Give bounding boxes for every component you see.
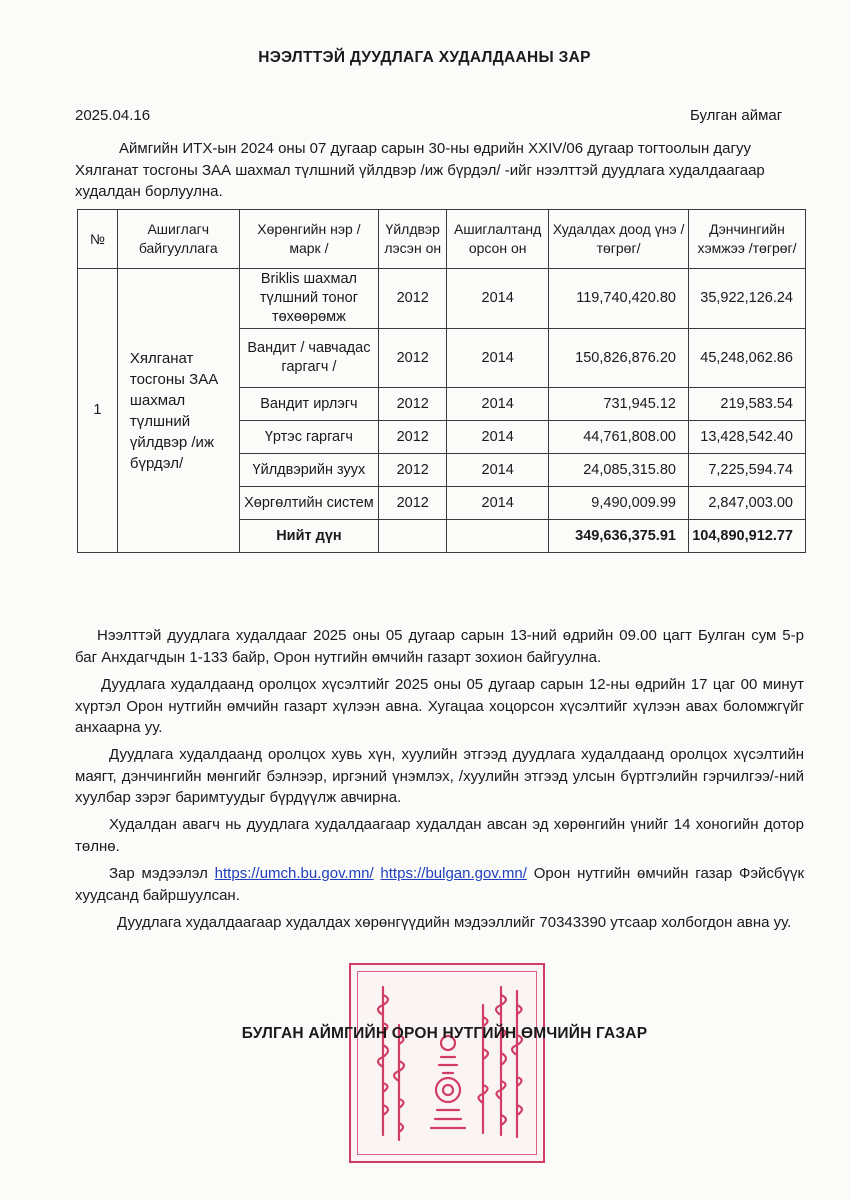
header-used-year: Ашиглалтанд орсон он [447, 210, 549, 269]
paragraph-required-documents: Дуудлага худалдаанд оролцох хувь хүн, хуулийн этгээд дуудлага худалдаанд оролцох хүсэлтийн маягт, дэнчингийн мөнгийг бэлнээр, иргэний үнэмлэх, /хуулийн этгээд улсын бүртгэлийн гэрчилгээ/-ний хуулбар зэрэг баримтуудыг бүрдүүлж авчирна. [75, 746, 804, 806]
made-year: 2012 [379, 487, 447, 520]
header-deposit: Дэнчингийн хэмжээ /төгрөг/ [688, 210, 805, 269]
made-year: 2012 [379, 454, 447, 487]
deposit: 45,248,062.86 [688, 329, 805, 388]
min-price: 119,740,420.80 [549, 269, 689, 329]
org-name: Хялганат тосгоны ЗАА шахмал түлшний үйлдвэр /иж бүрдэл/ [117, 269, 239, 553]
total-used-empty [447, 520, 549, 553]
header-org: Ашиглагч байгууллага [117, 210, 239, 269]
used-year: 2014 [447, 454, 549, 487]
asset-name: Вандит ирлэгч [239, 388, 379, 421]
signature-organization: БУЛГАН АЙМГИЙН ОРОН НУТГИЙН ӨМЧИЙН ГАЗАР [241, 1025, 648, 1042]
auction-table [77, 209, 806, 553]
asset-name: Вандит / чавчадас гаргагч / [239, 329, 379, 388]
intro-paragraph: Аймгийн ИТХ-ын 2024 оны 07 дугаар сарын 30-ны өдрийн XXIV/06 дугаар тогтоолын дагуу Хялганат тосгоны ЗАА шахмал түлшний үйлдвэр /иж бүрдэл/ -ийг нээлттэй дуудлага худалдаагаар худалдан борлуулна. [75, 140, 765, 200]
header-no: № [78, 210, 118, 269]
paragraph-application-deadline: Дуудлага худалдаанд оролцох хүсэлтийг 2025 оны 05 дугаар сарын 12-ны өдрийн 17 цаг 00 минут хүртэл Орон нутгийн өмчийн газарт хүлээн авна. Хугацаа хоцорсон хүсэлтийг хүлээн авах боломжгүйг анхаарна уу. [75, 676, 804, 736]
paragraph-auction-time: Нээлттэй дуудлага худалдааг 2025 оны 05 дугаар сарын 13-ний өдрийн 09.00 цагт Булган сум 5-р баг Анхдагчдын 1-133 байр, Орон нутгийн өмчийн газарт зохион байгуулна. [75, 627, 804, 666]
header-asset: Хөрөнгийн нэр /марк / [239, 210, 379, 269]
deposit: 7,225,594.74 [688, 454, 805, 487]
total-made-empty [379, 520, 447, 553]
made-year: 2012 [379, 329, 447, 388]
min-price: 9,490,009.99 [549, 487, 689, 520]
table-row [78, 269, 806, 329]
official-seal-stamp [349, 963, 545, 1163]
links-suffix: Орон нутгийн өмчийн газар Фэйсбүүк хуудсанд байршуулсан. [75, 865, 805, 904]
asset-name: Briklis шахмал түлшний тоног төхөөрөмж [239, 269, 379, 329]
min-price: 24,085,315.80 [549, 454, 689, 487]
made-year: 2012 [379, 421, 447, 454]
total-min-price: 349,636,375.91 [549, 520, 689, 553]
used-year: 2014 [447, 329, 549, 388]
used-year: 2014 [447, 269, 549, 329]
total-deposit: 104,890,912.77 [688, 520, 805, 553]
used-year: 2014 [447, 388, 549, 421]
table-header-row [78, 210, 806, 269]
page-title: НЭЭЛТТЭЙ ДУУДЛАГА ХУДАЛДААНЫ ЗАР [258, 49, 591, 66]
row-number: 1 [78, 269, 118, 553]
umch-link[interactable]: https://umch.bu.gov.mn/ [214, 865, 374, 882]
made-year: 2012 [379, 269, 447, 329]
links-prefix: Зар мэдээлэл [109, 865, 208, 882]
used-year: 2014 [447, 487, 549, 520]
paragraph-announcement-links [75, 863, 804, 906]
document-location: Булган аймаг [690, 107, 783, 124]
deposit: 219,583.54 [688, 388, 805, 421]
paragraph-payment-term: Худалдан авагч нь дуудлага худалдаагаар худалдан авсан эд хөрөнгийн үнийг 14 хоногийн дотор төлнө. [75, 816, 804, 855]
asset-name: Хөргөлтийн систем [239, 487, 379, 520]
total-label: Нийт дүн [239, 520, 379, 553]
document-date: 2025.04.16 [75, 107, 151, 124]
deposit: 2,847,003.00 [688, 487, 805, 520]
min-price: 150,826,876.20 [549, 329, 689, 388]
min-price: 44,761,808.00 [549, 421, 689, 454]
min-price: 731,945.12 [549, 388, 689, 421]
made-year: 2012 [379, 388, 447, 421]
header-made-year: Үйлдвэр лэсэн он [379, 210, 447, 269]
asset-name: Үйлдвэрийн зуух [239, 454, 379, 487]
bulgan-link[interactable]: https://bulgan.gov.mn/ [380, 865, 527, 882]
used-year: 2014 [447, 421, 549, 454]
deposit: 13,428,542.40 [688, 421, 805, 454]
paragraph-contact-phone: Дуудлага худалдаагаар худалдах хөрөнгүүдийн мэдээллийг 70343390 утсаар холбогдон авна уу. [117, 914, 792, 931]
header-min-price: Худалдах доод үнэ /төгрөг/ [549, 210, 689, 269]
deposit: 35,922,126.24 [688, 269, 805, 329]
seal-script-graphic [351, 965, 547, 1165]
asset-name: Үртэс гаргагч [239, 421, 379, 454]
